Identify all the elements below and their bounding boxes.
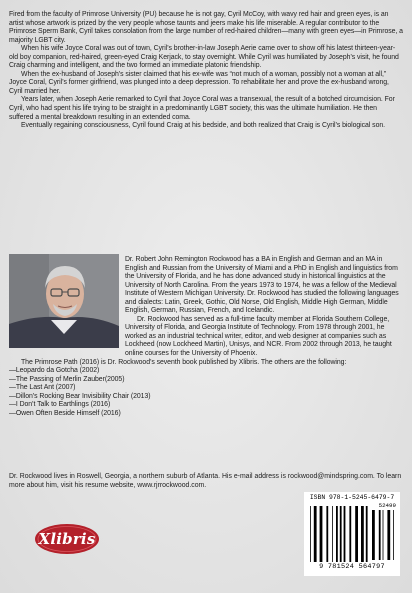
list-item: —The Last Ant (2007) (9, 384, 76, 392)
barcode-bar (336, 506, 338, 562)
list-item: —I Don’t Talk to Earthlings (2016) (9, 401, 111, 409)
barcode-bar (314, 506, 317, 562)
ean-digits: 9 781524 564797 (319, 563, 385, 571)
publisher-logo-text: Xlibris (38, 530, 96, 548)
barcode-bar (349, 506, 351, 562)
synopsis-blurb (9, 11, 403, 131)
barcode-bar (366, 506, 368, 562)
barcode-bar (332, 506, 333, 562)
publisher-logo (34, 523, 100, 555)
contact-paragraph: Dr. Rockwood lives in Roswell, Georgia, a northern suburb of Atlanta. His e-mail address is rockwood@mindspring.com. To learn more about him, visit his resume website, www.rjrrockwood.com. (9, 473, 402, 489)
bio-paragraph: The Primrose Path (2016) is Dr. Rockwood’s seventh book published by Xlibris. The others are the following: (21, 358, 347, 366)
ean-barcode-bars (310, 506, 368, 562)
list-item: —Dillon’s Rocking Bear Invisibility Chair (2013) (9, 392, 151, 400)
isbn-barcode (304, 492, 400, 576)
blurb-paragraph: When the ex-husband of Joseph’s sister claimed that his ex-wife was “not much of a woman, possibly not a woman at all,” Joyce Coral, Cyril’s former girlfriend, was plunged into a deep depression. To rehabilitate her and prove the ex-husband wrong, Cyril married her. (9, 70, 389, 95)
barcode-bar (340, 506, 342, 562)
price-barcode-bars (372, 510, 396, 566)
barcode-bar (326, 506, 328, 562)
barcode-bar (320, 506, 323, 562)
author-contact (9, 473, 403, 490)
blurb-paragraph: Fired from the faculty of Primrose University (PU) because he is not gay, Cyril McCoy, with wavy red hair and green eyes, is an artist whose artwork is prized by the very people whose taunts and jeers make his life miserable. A regular contributor to the Primrose Sperm Bank, Cyril takes consolation from the large number of red-haired children—many with green eyes—in Primrose, a majority LGBT city. (9, 11, 403, 44)
list-item: —Owen Often Beside Himself (2016) (9, 409, 121, 417)
barcode-bar (344, 506, 346, 562)
isbn-label: ISBN 978-1-5245-6479-7 (309, 494, 395, 501)
bio-paragraph: Dr. Rockwood has served as a full-time faculty member at Florida Southern College, University of Florida, and Georgia Institute of Technology. From 1978 through 2001, he worked as an industrial technical writer, editor, and web designer at companies such as Lockheed (now Lockheed Martin), Unisys, and NCR. From 2002 through 2013, he taught online courses for the University of Phoenix. (125, 315, 392, 358)
bio-paragraph: Dr. Robert John Remington Rockwood has a BA in English and German and an MA in English and Russian from the University of Miami and a PhD in English and linguistics from the University of Florida, and he has done advanced study in historical linguistics at the University of North Carolina. From the years 1973 to 1974, he was a fellow of the Medieval Institute of Western Michigan University. Dr. Rockwood has studied the following languages and dialects: Latin, Greek, Gothic, Old Norse, Old English, Middle High German, Middle English, German, Russian, French, and Icelandic. (125, 256, 399, 315)
list-item: —Leopardo da Gotcha (2002) (9, 367, 100, 375)
barcode-bar (361, 506, 364, 562)
list-item: —The Passing of Merlin Zauber(2005) (9, 375, 125, 383)
barcode-bar (372, 510, 375, 560)
barcode-bar (379, 510, 381, 560)
blurb-paragraph: When his wife Joyce Coral was out of town, Cyril’s brother-in-law Joseph Aerie came over to show off his latest thirteen-year-old boy companion, red-haired, green-eyed Craig Kerjack, to stay overnight. While Cyril was humiliated by Joseph’s visit, he found Craig charming and intelligent, and the two formed an immediate platonic friendship. (9, 45, 399, 70)
barcode-bar (355, 506, 358, 562)
book-list (9, 367, 403, 418)
blurb-paragraph: Eventually regaining consciousness, Cyril found Craig at his bedside, and both realized that Craig is Cyril’s biological son. (21, 122, 386, 130)
author-bio (9, 256, 403, 418)
barcode-bar (387, 510, 390, 560)
blurb-paragraph: Years later, when Joseph Aerie remarked to Cyril that Joyce Coral was a transexual, the result of a botched circumcision. For Cyril, who had spent his life trying to be straight in a predominantly LGBT society, this was the ultimate humiliation. He then suffered a mental breakdown resulting in an extended coma. (9, 96, 395, 121)
barcode-bar (310, 506, 311, 562)
price-code: 52499 (378, 502, 396, 509)
barcode-bar (393, 510, 394, 560)
barcode-bar (383, 510, 384, 560)
